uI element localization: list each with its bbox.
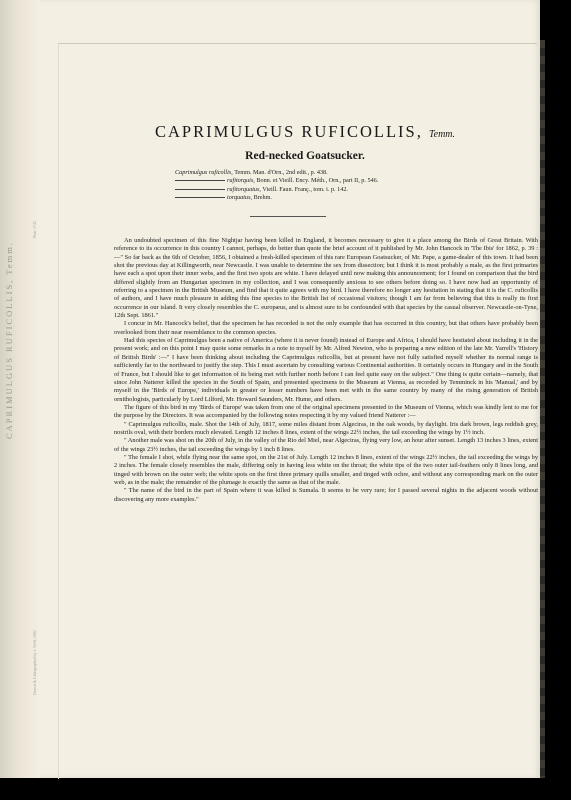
paragraph: " Another male was shot on the 20th of July, in the valley of the Rio del Miel, near Algeciras, flying very low, an hour after sunset. Length 13 inches 3 lines, extent of the wings 23½ inches, the tail exceeding the wings by 1 inch 8 lines.: [114, 437, 538, 453]
paragraph: The figure of this bird in my 'Birds of Europe' was taken from one of the original specimens presented to the Museum of Vienna, which was kindly lent to me for the purpose by the Directors. It was accompanied by the following notes respecting it by my valued friend Natterer :—: [114, 403, 538, 420]
paragraph: An undoubted specimen of this fine Nightjar having been killed in England, it becomes necessary to give it a place among the Birds of Great Britain. With reference to its occurrence in this country I cannot, perhaps, do better than quote the brief account of it published by Mr. John Hancock in 'The Ibis' for 1862, p. 39 :—" So far back as the 6th of October, 1856, I obtained a fresh-killed specimen of this rare European Goatsucker, of Mr. Pape, a game-dealer of this town. It had been shot the previous day at Killingworth, near Newcastle. I was unable to determine the sex from dissection; but I think it is most probably a male, as the first primaries have each a spot upon their inner webs, and the first two spots are white. I have delayed until now making this announcement; for I found on comparison that the bird differed slightly from an Hungarian specimen in my collection, and I was consequently anxious to see others before doing so. I have now had an opportunity of referring to a specimen in the British Museum, and find that it quite agrees with my bird. I have therefore no longer any hesitation in stating that it is the C. ruficollis of authors, and I have much pleasure in adding this fine species to the British list of occasional visitors; though I am far from believing that this is really its first occurrence in our island. It very closely resembles the C. europæus, and is almost sure to be confounded with that species by the casual observer. Newcastle-on-Tyne, 12th Sept. 1861.": [114, 237, 538, 320]
synonym-name: torquatus,: [227, 194, 253, 202]
paragraph: " Caprimulgus ruficollis, male. Shot the 14th of July, 1817, some miles distant from Algeciras, in the oak woods, by daylight. Iris dark brown, legs reddish grey, nostrils oval, with their borders much elevated. Length 12 inches 8 lines, extent of the wings 22½ inches, the tail exceeding the wings by 1½ inch.: [114, 420, 538, 436]
synonym-reference: Temm. Man. d'Orn., 2nd edit., p. 438.: [234, 169, 328, 176]
ditto-dash: [175, 197, 225, 198]
paragraph: Had this species of Caprimulgus been a native of America (where it is never found) instead of Europe and Africa, I should have hesitated about including it in the present work; and on this point I may quote some remarks in a note to myself by Mr. Alfred Newton, who is preparing a new edition of the late Mr. Yarrell's 'History of British Birds' :—" I have been thinking about including the Caprimulgus ruficollis, but at present have not fully satisfied myself whether its normal range is sufficiently far to the northward to justify the step. This I must ascertain by consulting various Continental authorities. It certainly occurs in Hungary and in the South of France, but I should like to get information of its being met with further north before I can feel quite easy on the subject." One thing is quite certain—namely, that since John Natterer killed the species in the South of Spain, and presented specimens to the Museum at Vienna, as recorded by Temminck in his 'Manual,' and by myself in the 'Birds of Europe,' individuals in greater or lesser numbers have been met with in the same country by many of the rising generation of British ornithologists, particularly by Lord Lilford, Mr. Howard Saunders, Mr. Hume, and others.: [114, 337, 538, 403]
section-divider: [250, 216, 326, 217]
species-name: CAPRIMULGUS RUFICOLLIS,: [154, 122, 423, 141]
next-page-edge: [540, 40, 545, 778]
synonym-line: [175, 169, 505, 177]
ditto-dash: [175, 180, 225, 181]
synonym-line: [175, 186, 505, 194]
page-title: [95, 122, 515, 142]
ditto-dash: [175, 189, 225, 190]
spine-plate-note: Plate 1741: [32, 221, 37, 238]
synonymy-list: [175, 169, 505, 203]
synonym-reference: Brehm.: [253, 194, 272, 202]
paragraph: I concur in Mr. Hancock's belief, that the specimen he has recorded is not the only example that has occurred in this country, but that others have probably been overlooked from their near resemblance to the common species.: [114, 320, 538, 336]
synonym-reference: Bonn. et Vieill. Ency. Méth., Orn., part II, p. 546.: [256, 177, 379, 185]
synonym-name: rufitorquatus,: [227, 185, 261, 193]
synonym-reference: Vieill. Faun. Franç., tom. i. p. 142.: [262, 185, 348, 193]
paragraph: " The name of the bird in the part of Spain where it was killed is Sumala. It seems to be very rare; for I passed several nights in the adjacent woods without discovering any more examples.": [114, 487, 538, 503]
common-name: Red-necked Goatsucker.: [245, 150, 365, 162]
synonym-name: rufitorquis,: [227, 177, 255, 185]
spine-artist-note: Drawn & Lithographed by J. Wolf, 1862: [32, 630, 37, 695]
synonym-name: Caprimulgus ruficollis,: [175, 169, 233, 176]
body-text: [114, 237, 538, 504]
spine-running-title: CAPRIMULGUS RUFICOLLIS, Temm.: [4, 241, 14, 439]
synonym-line: [175, 177, 505, 185]
species-authority: Temm.: [428, 129, 456, 140]
synonym-line: [175, 194, 505, 202]
paragraph: " The female I shot, while flying near the same spot, on the 21st of July. Length 12 inches 8 lines, extent of the wings 22½ inches, the tail exceeding the wings by 2 inches. The female closely resembles the male, differing only in having less white on the throat; the white tips of the two outer tail-feathers only 8 lines long, and tinged with brown on the outer web; the white spots on the first three primary quills smaller, and tinged with ochre, and without any corresponding mark on the outer web, as in the male; the remainder of the plumage is exactly the same as that of the male.: [114, 453, 538, 486]
